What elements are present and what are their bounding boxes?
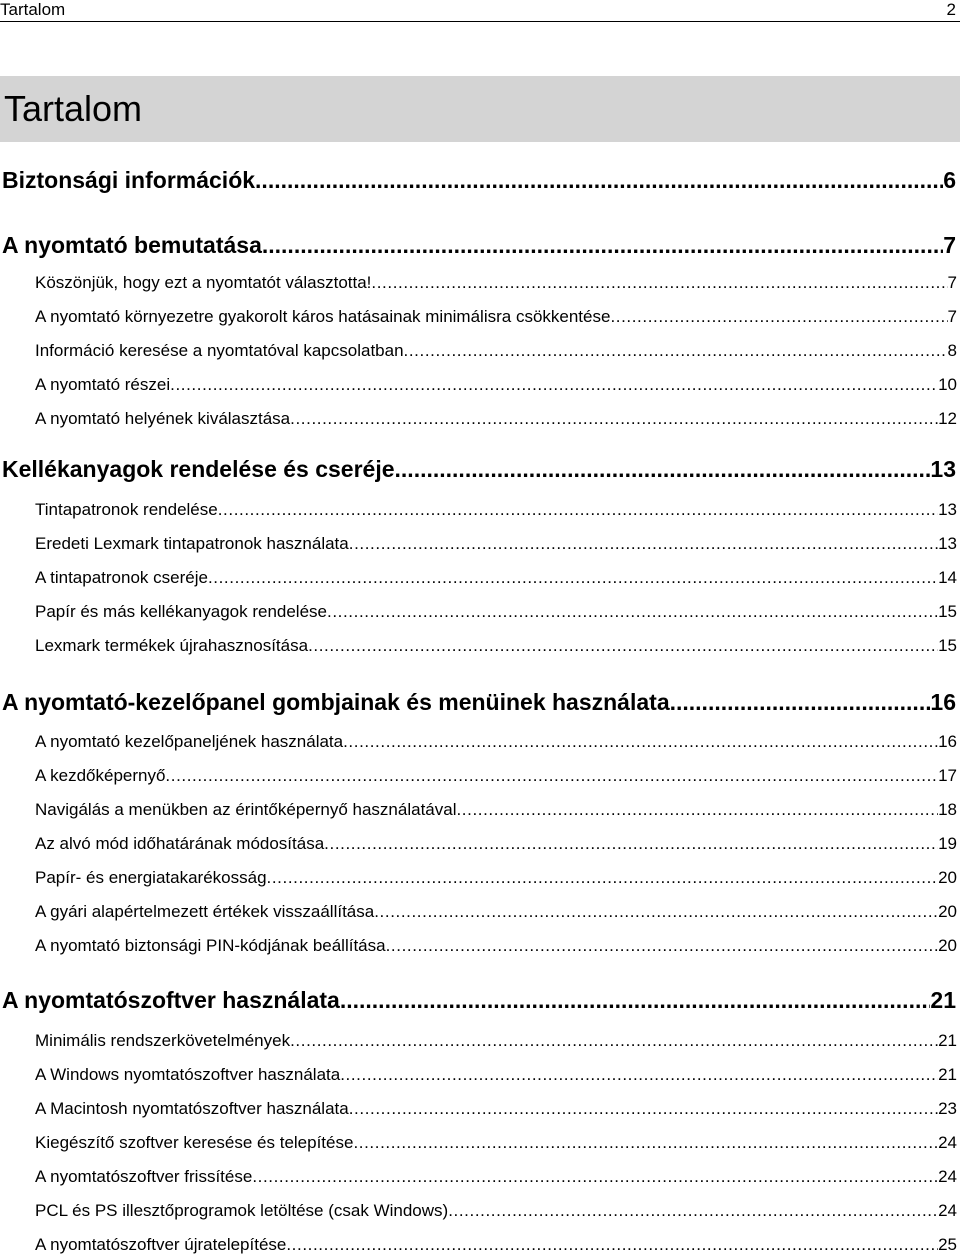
toc-entry-page: 15 <box>938 636 957 655</box>
toc-entry-page: 16 <box>930 689 956 715</box>
toc-entry-page: 24 <box>938 1133 957 1152</box>
toc-entry-text: A Macintosh nyomtatószoftver használata <box>35 1099 349 1118</box>
toc-entry-section[interactable] <box>35 799 957 821</box>
toc-entry-text: Az alvó mód időhatárának módosítása <box>35 834 325 853</box>
toc-leader-dots <box>267 867 939 889</box>
toc-entry-page: 14 <box>938 568 957 587</box>
toc-entry-text: A gyári alapértelmezett értékek visszaállítása <box>35 902 375 921</box>
toc-entry-page: 24 <box>938 1167 957 1186</box>
toc-entry-section[interactable] <box>35 567 957 589</box>
toc-leader-dots <box>252 1166 938 1188</box>
running-header-page-number: 2 <box>946 0 956 19</box>
toc-entry-page: 16 <box>938 732 957 751</box>
toc-leader-dots <box>371 272 947 294</box>
toc-entry-page: 7 <box>943 232 956 258</box>
toc-entry-section[interactable] <box>35 340 957 362</box>
toc-entry-text: A nyomtató bemutatása <box>2 232 262 258</box>
toc-leader-dots <box>255 166 943 194</box>
running-header-title: Tartalom <box>0 0 66 19</box>
toc-entry-chapter[interactable] <box>2 166 956 194</box>
running-header <box>0 0 960 22</box>
toc-leader-dots <box>308 635 938 657</box>
toc-entry-page: 20 <box>938 936 957 955</box>
toc-entry-page: 19 <box>938 834 957 853</box>
toc-entry-section[interactable] <box>35 499 957 521</box>
toc-entry-text: A nyomtató környezetre gyakorolt káros hatásainak minimálisra csökkentése <box>35 307 611 326</box>
page-title: Tartalom <box>4 88 143 129</box>
toc-entry-page: 13 <box>938 534 957 553</box>
toc-entry-section[interactable] <box>35 408 957 430</box>
toc-leader-dots <box>327 601 938 623</box>
toc-entry-text: Köszönjük, hogy ezt a nyomtatót választotta! <box>35 273 372 292</box>
toc-entry-page: 24 <box>938 1201 957 1220</box>
toc-leader-dots <box>286 1234 938 1256</box>
toc-entry-page: 13 <box>930 456 956 482</box>
toc-entry-section[interactable] <box>35 901 957 923</box>
toc-entry-text: A nyomtatószoftver használata <box>2 987 340 1013</box>
toc-entry-page: 23 <box>938 1099 957 1118</box>
toc-entry-section[interactable] <box>35 1098 957 1120</box>
toc-entry-text: A nyomtató részei <box>35 375 171 394</box>
toc-entry-text: Információ keresése a nyomtatóval kapcsolatban <box>35 341 404 360</box>
toc-entry-section[interactable] <box>35 1064 957 1086</box>
toc-entry-section[interactable] <box>35 533 957 555</box>
toc-entry-page: 20 <box>938 902 957 921</box>
toc-entry-text: Eredeti Lexmark tintapatronok használata <box>35 534 349 553</box>
toc-leader-dots <box>262 231 943 259</box>
toc-entry-text: Kellékanyagok rendelése és cseréje <box>2 456 395 482</box>
toc-entry-page: 10 <box>938 375 957 394</box>
toc-entry-text: PCL és PS illesztőprogramok letöltése (csak Windows) <box>35 1201 449 1220</box>
toc-leader-dots <box>448 1200 938 1222</box>
toc-entry-text: Kiegészítő szoftver keresése és telepítése <box>35 1133 354 1152</box>
toc-entry-page: 21 <box>938 1065 957 1084</box>
toc-entry-text: Papír és más kellékanyagok rendelése <box>35 602 327 621</box>
toc-leader-dots <box>340 1064 938 1086</box>
toc-leader-dots <box>324 833 938 855</box>
toc-entry-chapter[interactable] <box>2 688 956 716</box>
toc-leader-dots <box>610 306 947 328</box>
toc-entry-page: 8 <box>947 341 957 360</box>
toc-entry-text: A kezdőképernyő <box>35 766 166 785</box>
toc-entry-section[interactable] <box>35 867 957 889</box>
toc-leader-dots <box>165 765 938 787</box>
toc-entry-text: Lexmark termékek újrahasznosítása <box>35 636 309 655</box>
toc-entry-page: 15 <box>938 602 957 621</box>
toc-entry-section[interactable] <box>35 374 957 396</box>
toc-leader-dots <box>349 1098 938 1120</box>
toc-leader-dots <box>395 455 931 483</box>
toc-entry-section[interactable] <box>35 731 957 753</box>
toc-leader-dots <box>343 731 938 753</box>
toc-entry-section[interactable] <box>35 1200 957 1222</box>
toc-entry-page: 7 <box>947 307 957 326</box>
toc-entry-text: A tintapatronok cseréje <box>35 568 208 587</box>
toc-entry-text: A nyomtató helyének kiválasztása <box>35 409 291 428</box>
toc-entry-section[interactable] <box>35 306 957 328</box>
toc-leader-dots <box>349 533 938 555</box>
toc-entry-section[interactable] <box>35 1030 957 1052</box>
toc-leader-dots <box>290 408 938 430</box>
toc-entry-chapter[interactable] <box>2 231 956 259</box>
toc-entry-text: Tintapatronok rendelése <box>35 500 218 519</box>
toc-leader-dots <box>386 935 938 957</box>
toc-entry-page: 20 <box>938 868 957 887</box>
toc-entry-text: Biztonsági információk <box>2 167 256 193</box>
toc-entry-section[interactable] <box>35 272 957 294</box>
toc-entry-page: 18 <box>938 800 957 819</box>
toc-leader-dots <box>208 567 938 589</box>
toc-entry-page: 17 <box>938 766 957 785</box>
toc-entry-section[interactable] <box>35 635 957 657</box>
toc-entry-text: A nyomtató biztonsági PIN-kódjának beállítása <box>35 936 386 955</box>
toc-entry-section[interactable] <box>35 935 957 957</box>
toc-entry-text: A Windows nyomtatószoftver használata <box>35 1065 341 1084</box>
toc-leader-dots <box>670 688 931 716</box>
toc-entry-section[interactable] <box>35 1132 957 1154</box>
toc-entry-page: 6 <box>943 167 956 193</box>
toc-entry-section[interactable] <box>35 1234 957 1256</box>
toc-entry-page: 21 <box>938 1031 957 1050</box>
toc-entry-section[interactable] <box>35 601 957 623</box>
toc-entry-chapter[interactable] <box>2 986 956 1014</box>
toc-entry-section[interactable] <box>35 765 957 787</box>
toc-entry-section[interactable] <box>35 833 957 855</box>
toc-entry-text: A nyomtató-kezelőpanel gombjainak és menüinek használata <box>2 689 670 715</box>
toc-entry-text: A nyomtatószoftver frissítése <box>35 1167 253 1186</box>
toc-entry-text: A nyomtatószoftver újratelepítése <box>35 1235 287 1254</box>
toc-entry-page: 13 <box>938 500 957 519</box>
title-band <box>0 76 960 142</box>
toc-entry-text: Minimális rendszerkövetelmények <box>35 1031 291 1050</box>
toc-entry-section[interactable] <box>35 1166 957 1188</box>
toc-leader-dots <box>404 340 948 362</box>
toc-entry-page: 12 <box>938 409 957 428</box>
toc-leader-dots <box>340 986 931 1014</box>
toc-leader-dots <box>374 901 938 923</box>
toc-entry-text: Papír- és energiatakarékosság <box>35 868 267 887</box>
toc-leader-dots <box>456 799 938 821</box>
toc-leader-dots <box>218 499 938 521</box>
toc-leader-dots <box>170 374 938 396</box>
toc-leader-dots <box>290 1030 938 1052</box>
toc-entry-text: Navigálás a menükben az érintőképernyő használatával <box>35 800 457 819</box>
toc-entry-page: 21 <box>930 987 956 1013</box>
toc-entry-chapter[interactable] <box>2 455 956 483</box>
toc-entry-page: 7 <box>947 273 957 292</box>
toc-entry-text: A nyomtató kezelőpaneljének használata <box>35 732 344 751</box>
header-rule <box>0 21 960 22</box>
toc-leader-dots <box>353 1132 938 1154</box>
toc-entry-page: 25 <box>938 1235 957 1254</box>
